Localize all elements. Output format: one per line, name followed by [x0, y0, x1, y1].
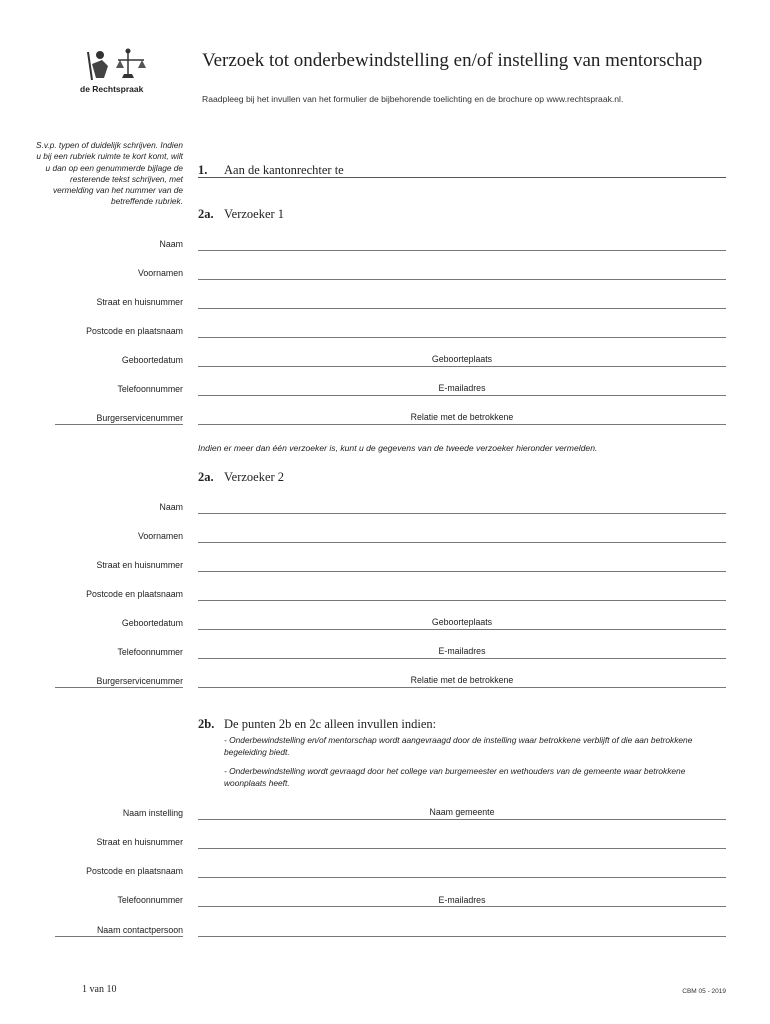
label-telefoon: Telefoonnummer	[117, 384, 183, 394]
label-naam: Naam	[159, 239, 183, 249]
page-title: Verzoek tot onderbewindstelling en/of instelling van mentorschap	[202, 50, 703, 71]
divider	[55, 936, 183, 937]
section-label: Aan de kantonrechter te	[224, 163, 344, 177]
label-straat: Straat en huisnummer	[96, 837, 183, 847]
instelling-gemeente-field[interactable]	[198, 819, 726, 820]
section-label: Verzoeker 2	[224, 470, 285, 484]
label-voornamen: Voornamen	[138, 268, 183, 278]
telefoon-email-field[interactable]	[198, 906, 726, 907]
divider	[55, 687, 183, 688]
postcode-field[interactable]	[198, 337, 726, 338]
voornamen-field[interactable]	[198, 279, 726, 280]
page-subtitle: Raadpleeg bij het invullen van het formulier de bijbehorende toelichting en de brochure op www.rechtspraak.nl.	[202, 94, 624, 104]
straat-field[interactable]	[198, 848, 726, 849]
label-email: E-mailadres	[438, 646, 486, 656]
section-2a-1-heading	[198, 207, 284, 222]
section-2b-heading	[198, 717, 436, 732]
label-postcode: Postcode en plaatsnaam	[86, 326, 183, 336]
bsn-relatie-field[interactable]	[198, 424, 726, 425]
section-number: 2b.	[198, 717, 215, 731]
section-number: 2a.	[198, 207, 214, 221]
label-straat: Straat en huisnummer	[96, 297, 183, 307]
postcode-field[interactable]	[198, 600, 726, 601]
page-number: 1 van 10	[82, 984, 117, 995]
section-2a-2-heading	[198, 470, 284, 485]
postcode-field[interactable]	[198, 877, 726, 878]
telefoon-email-field[interactable]	[198, 658, 726, 659]
kantonrechter-field[interactable]	[198, 177, 726, 178]
section-label: De punten 2b en 2c alleen invullen indien:	[224, 717, 437, 731]
label-geboortedatum: Geboortedatum	[121, 355, 183, 365]
side-note: S.v.p. typen of duidelijk schrijven. Indien u bij een rubriek ruimte te kort komt, wilt u dan op een genummerde bijlage de resterende tekst schrijven, met vermelding van het nummer van de betreffende rubriek.	[36, 140, 183, 207]
form-code: CBM 05 - 2019	[682, 988, 726, 995]
telefoon-email-field[interactable]	[198, 395, 726, 396]
label-geboorteplaats: Geboorteplaats	[431, 354, 493, 364]
label-geboorteplaats: Geboorteplaats	[431, 617, 493, 627]
info-second-requester: Indien er meer dan één verzoeker is, kunt u de gegevens van de tweede verzoeker hieronder vermelden.	[198, 443, 598, 453]
divider	[55, 424, 183, 425]
naam-field[interactable]	[198, 250, 726, 251]
naam-field[interactable]	[198, 513, 726, 514]
voornamen-field[interactable]	[198, 542, 726, 543]
bsn-relatie-field[interactable]	[198, 687, 726, 688]
geboorte-field[interactable]	[198, 366, 726, 367]
label-voornamen: Voornamen	[138, 531, 183, 541]
label-geboortedatum: Geboortedatum	[121, 618, 183, 628]
label-naam-instelling: Naam instelling	[122, 808, 183, 818]
logo-text: de Rechtspraak	[80, 84, 144, 94]
label-relatie: Relatie met de betrokkene	[410, 675, 514, 685]
label-naam: Naam	[159, 502, 183, 512]
label-telefoon: Telefoonnummer	[117, 647, 183, 657]
label-email: E-mailadres	[438, 895, 486, 905]
label-straat: Straat en huisnummer	[96, 560, 183, 570]
section-number: 2a.	[198, 470, 214, 484]
label-bsn: Burgerservicenummer	[96, 676, 183, 686]
straat-field[interactable]	[198, 308, 726, 309]
label-bsn: Burgerservicenummer	[96, 413, 183, 423]
label-naam-gemeente: Naam gemeente	[429, 807, 495, 817]
label-postcode: Postcode en plaatsnaam	[86, 866, 183, 876]
label-relatie: Relatie met de betrokkene	[410, 412, 514, 422]
straat-field[interactable]	[198, 571, 726, 572]
condition-2: - Onderbewindstelling wordt gevraagd door het college van burgemeester en wethouders van de gemeente waar betrokkene woonplaats heeft.	[224, 766, 686, 788]
section-label: Verzoeker 1	[224, 207, 285, 221]
section-number: 1.	[198, 163, 208, 177]
condition-1: - Onderbewindstelling en/of mentorschap wordt aangevraagd door de instelling waar betrokkene verblijft of die aan betrokkene begeleiding biedt.	[224, 735, 693, 757]
label-postcode: Postcode en plaatsnaam	[86, 589, 183, 599]
label-email: E-mailadres	[438, 383, 486, 393]
label-telefoon: Telefoonnummer	[117, 895, 183, 905]
geboorte-field[interactable]	[198, 629, 726, 630]
contactpersoon-field[interactable]	[198, 936, 726, 937]
label-contactpersoon: Naam contactpersoon	[96, 925, 183, 935]
section-1-heading	[198, 163, 344, 178]
